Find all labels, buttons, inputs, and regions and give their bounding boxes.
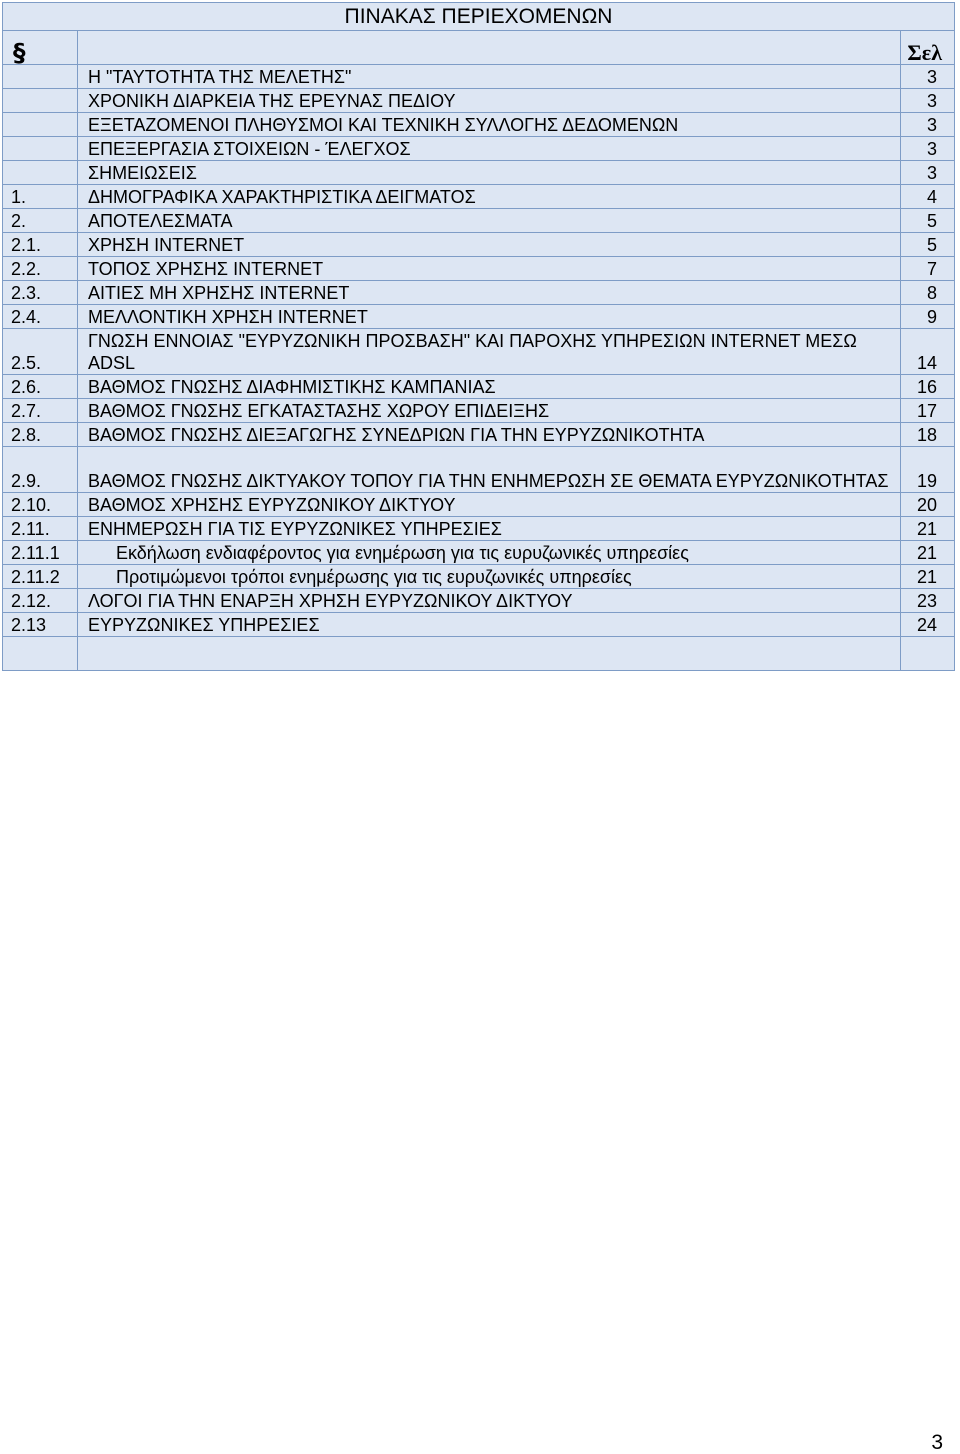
toc-row-title: ΒΑΘΜΟΣ ΓΝΩΣΗΣ ΔΙΚΤΥΑΚΟΥ ΤΟΠΟΥ ΓΙΑ ΤΗΝ ΕΝΗΜΕΡΩΣΗ ΣΕ ΘΕΜΑΤΑ ΕΥΡΥΖΩΝΙΚΟΤΗΤΑΣ [78,447,901,493]
page-column-header: Σελ [900,31,954,65]
toc-title: ΠΙΝΑΚΑΣ ΠΕΡΙΕΧΟΜΕΝΩΝ [3,3,955,31]
toc-row[interactable] [3,613,955,637]
toc-row[interactable] [3,399,955,423]
toc-row[interactable] [3,113,955,137]
toc-row-page: 3 [900,89,954,113]
toc-row-number: 2.3. [3,281,78,305]
toc-row-number: 2.5. [3,329,78,375]
toc-row-page: 3 [900,137,954,161]
toc-row[interactable] [3,257,955,281]
empty-cell [78,637,901,671]
toc-row-page: 9 [900,305,954,329]
toc-row-page: 3 [900,113,954,137]
toc-row-page: 21 [900,517,954,541]
toc-row-title: ΓΝΩΣΗ ΕΝΝΟΙΑΣ "ΕΥΡΥΖΩΝΙΚΗ ΠΡΟΣΒΑΣΗ" ΚΑΙ ΠΑΡΟΧΗΣ ΥΠΗΡΕΣΙΩΝ INTERNET ΜΕΣΩ ADSL [78,329,901,375]
toc-row-number: 2.7. [3,399,78,423]
toc-row-page: 5 [900,209,954,233]
toc-row-title: ΑΠΟΤΕΛΕΣΜΑΤΑ [78,209,901,233]
toc-row[interactable] [3,161,955,185]
toc-row[interactable] [3,493,955,517]
toc-row-page: 7 [900,257,954,281]
toc-row[interactable] [3,375,955,399]
toc-row[interactable] [3,329,955,375]
toc-row-title: ΜΕΛΛΟΝΤΙΚΗ ΧΡΗΣΗ INTERNET [78,305,901,329]
toc-row-number: 2.4. [3,305,78,329]
toc-row-page: 3 [900,65,954,89]
toc-row-number [3,137,78,161]
toc-row-number [3,89,78,113]
toc-empty-row [3,637,955,671]
toc-row-page: 20 [900,493,954,517]
toc-row-page: 14 [900,329,954,375]
toc-row-number: 2.1. [3,233,78,257]
toc-row[interactable] [3,89,955,113]
toc-row-title: ΛΟΓΟΙ ΓΙΑ ΤΗΝ ΕΝΑΡΞΗ ΧΡΗΣΗ ΕΥΡΥΖΩΝΙΚΟΥ ΔΙΚΤΥΟΥ [78,589,901,613]
toc-row-title: ΤΟΠΟΣ ΧΡΗΣΗΣ INTERNET [78,257,901,281]
toc-row-title: ΧΡΗΣΗ INTERNET [78,233,901,257]
toc-row-number: 2.13 [3,613,78,637]
toc-row[interactable] [3,517,955,541]
toc-row-title: ΒΑΘΜΟΣ ΧΡΗΣΗΣ ΕΥΡΥΖΩΝΙΚΟΥ ΔΙΚΤΥΟΥ [78,493,901,517]
section-column-header: § [3,31,78,65]
toc-row[interactable] [3,305,955,329]
title-column-header [78,31,901,65]
toc-row[interactable] [3,233,955,257]
toc-row-number: 2.11. [3,517,78,541]
toc-row-title: Εκδήλωση ενδιαφέροντος για ενημέρωση για τις ευρυζωνικές υπηρεσίες [78,541,901,565]
page-number: 3 [931,1431,943,1454]
toc-row-number: 2.9. [3,447,78,493]
toc-row-page: 16 [900,375,954,399]
toc-row-title: ΕΥΡΥΖΩΝΙΚΕΣ ΥΠΗΡΕΣΙΕΣ [78,613,901,637]
toc-row-number: 2.12. [3,589,78,613]
toc-row[interactable] [3,209,955,233]
toc-row-title: ΒΑΘΜΟΣ ΓΝΩΣΗΣ ΕΓΚΑΤΑΣΤΑΣΗΣ ΧΩΡΟΥ ΕΠΙΔΕΙΞΗΣ [78,399,901,423]
toc-row-page: 21 [900,541,954,565]
toc-row-number: 2.11.1 [3,541,78,565]
toc-row[interactable] [3,541,955,565]
toc-row-title: ΑΙΤΙΕΣ ΜΗ ΧΡΗΣΗΣ INTERNET [78,281,901,305]
toc-row[interactable] [3,565,955,589]
toc-row-title: ΕΝΗΜΕΡΩΣΗ ΓΙΑ ΤΙΣ ΕΥΡΥΖΩΝΙΚΕΣ ΥΠΗΡΕΣΙΕΣ [78,517,901,541]
toc-row-title: Η "ΤΑΥΤΟΤΗΤΑ ΤΗΣ ΜΕΛΕΤΗΣ" [78,65,901,89]
toc-row-number: 2.11.2 [3,565,78,589]
toc-row[interactable] [3,137,955,161]
empty-cell [3,637,78,671]
toc-row-number [3,65,78,89]
toc-row-page: 17 [900,399,954,423]
toc-row[interactable] [3,589,955,613]
toc-row[interactable] [3,281,955,305]
toc-row-page: 3 [900,161,954,185]
toc-row[interactable] [3,423,955,447]
toc-row-page: 18 [900,423,954,447]
toc-row-title: ΣΗΜΕΙΩΣΕΙΣ [78,161,901,185]
toc-row-title: ΕΠΕΞΕΡΓΑΣΙΑ ΣΤΟΙΧΕΙΩΝ - ΈΛΕΓΧΟΣ [78,137,901,161]
toc-row-number [3,113,78,137]
toc-row-page: 8 [900,281,954,305]
toc-row-title: ΕΞΕΤΑΖΟΜΕΝΟΙ ΠΛΗΘΥΣΜΟΙ ΚΑΙ ΤΕΧΝΙΚΗ ΣΥΛΛΟΓΗΣ ΔΕΔΟΜΕΝΩΝ [78,113,901,137]
toc-row-number: 2.6. [3,375,78,399]
toc-row[interactable] [3,65,955,89]
toc-row-page: 4 [900,185,954,209]
toc-row-page: 23 [900,589,954,613]
toc-row-number: 2.2. [3,257,78,281]
toc-row-title: ΧΡΟΝΙΚΗ ΔΙΑΡΚΕΙΑ ΤΗΣ ΕΡΕΥΝΑΣ ΠΕΔΙΟΥ [78,89,901,113]
toc-title-row [3,3,955,31]
toc-row[interactable] [3,447,955,493]
toc-row-number: 2. [3,209,78,233]
toc-row-title: ΒΑΘΜΟΣ ΓΝΩΣΗΣ ΔΙΑΦΗΜΙΣΤΙΚΗΣ ΚΑΜΠΑΝΙΑΣ [78,375,901,399]
toc-row-page: 21 [900,565,954,589]
toc-row-title: Προτιμώμενοι τρόποι ενημέρωσης για τις ευρυζωνικές υπηρεσίες [78,565,901,589]
toc-row-page: 5 [900,233,954,257]
toc-row-page: 24 [900,613,954,637]
toc-row-number: 1. [3,185,78,209]
toc-header-row [3,31,955,65]
empty-cell [900,637,954,671]
toc-row-number: 2.8. [3,423,78,447]
toc-row-number [3,161,78,185]
table-of-contents [2,2,955,671]
toc-row-title: ΔΗΜΟΓΡΑΦΙΚΑ ΧΑΡΑΚΤΗΡΙΣΤΙΚΑ ΔΕΙΓΜΑΤΟΣ [78,185,901,209]
toc-row-number: 2.10. [3,493,78,517]
toc-row-title: ΒΑΘΜΟΣ ΓΝΩΣΗΣ ΔΙΕΞΑΓΩΓΗΣ ΣΥΝΕΔΡΙΩΝ ΓΙΑ ΤΗΝ ΕΥΡΥΖΩΝΙΚΟΤΗΤΑ [78,423,901,447]
toc-row-page: 19 [900,447,954,493]
toc-row[interactable] [3,185,955,209]
